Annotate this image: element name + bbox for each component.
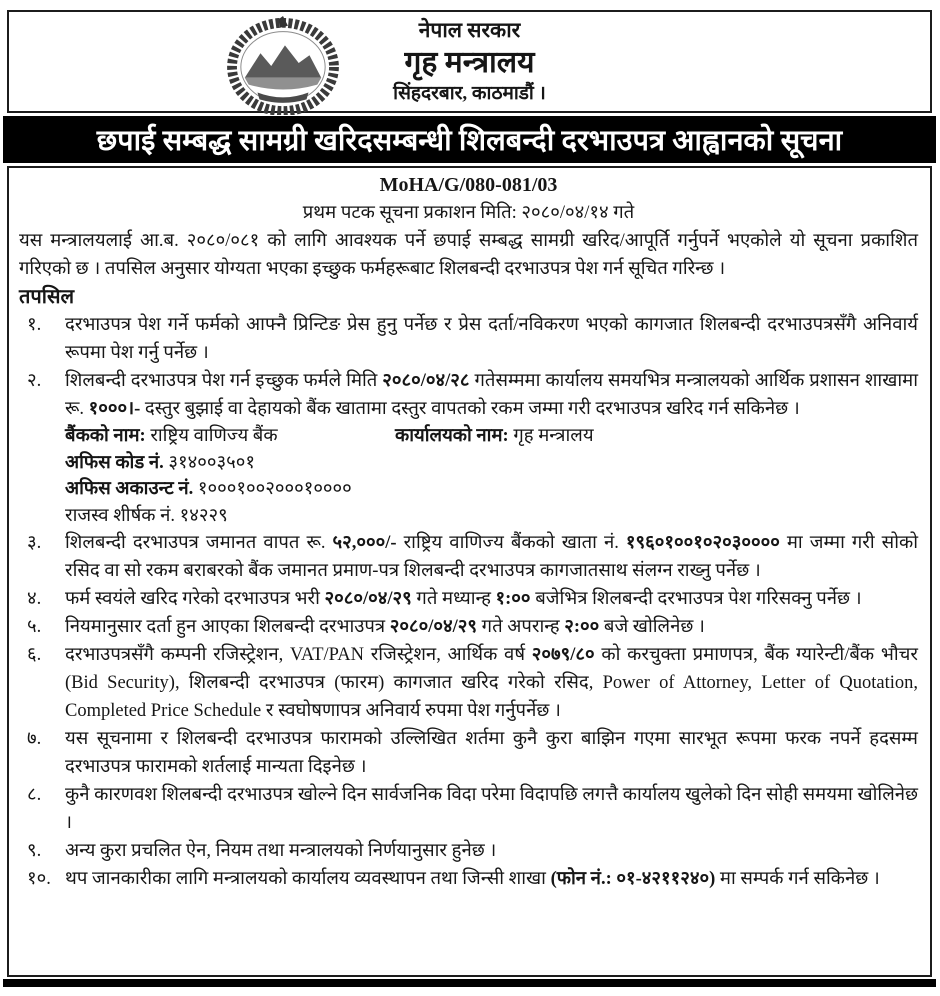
text-segment: १९६०१००१०२०३००००: [625, 533, 780, 553]
list-item-text: [65, 585, 918, 613]
notice-title-banner: [3, 116, 936, 163]
text-segment: थप जानकारीका लागि मन्त्रालयको कार्यालय व्यवस्थापन तथा जिन्सी शाखा: [65, 869, 551, 889]
bank-field: [65, 423, 395, 450]
government-name: नेपाल सरकार: [418, 18, 521, 42]
text-segment: १०००।-: [88, 399, 141, 419]
text-segment: २०७९/८०: [531, 645, 595, 665]
list-item-text: [65, 311, 918, 367]
list-item: [19, 613, 918, 641]
text-segment: दरभाउपत्रसँगै कम्पनी रजिस्ट्रेशन, VAT/PAN रजिस्ट्रेशन, आर्थिक वर्ष: [65, 645, 532, 665]
bank-row: [65, 503, 918, 530]
bank-label: कार्यालयको नाम:: [395, 426, 509, 446]
list-item-number: २.: [27, 371, 42, 391]
text-segment: दरभाउपत्र पेश गर्ने फर्मको आफ्नै प्रिन्टिङ प्रेस हुनु पर्नेछ र प्रेस दर्ता/नविकरण भएको कागजात शिलबन्दी दरभाउपत्रसँगै अनिवार्य रूपमा पेश गर्नु पर्नेछ ।: [65, 315, 918, 363]
bank-value: ३१४००३५०१: [163, 452, 255, 473]
text-segment: शिलबन्दी दरभाउपत्र पेश गर्न इच्छुक फर्मले मिति: [65, 371, 383, 391]
list-item-text: [65, 641, 918, 725]
bank-details: [65, 423, 918, 529]
list-item-text: [65, 725, 918, 781]
bank-row: [65, 423, 918, 450]
text-segment: २०८०/०४/२९: [324, 589, 412, 609]
ministry-name: गृह मन्त्रालय: [404, 46, 535, 80]
text-segment: कुनै कारणवश शिलबन्दी दरभाउपत्र खोल्ने दिन सार्वजनिक विदा परेमा विदापछि लगत्तै कार्यालय खुलेको दिन सोही समयमा खोलिनेछ ।: [65, 785, 918, 833]
list-item-number: ६.: [27, 645, 42, 665]
list-item-text: [65, 865, 918, 893]
list-item: [19, 641, 918, 725]
text-segment: फर्म स्वयंले खरिद गरेको दरभाउपत्र भरी: [65, 589, 325, 609]
bank-value: राष्ट्रिय वाणिज्य बैंक: [145, 426, 278, 446]
list-item-number: ३.: [27, 533, 42, 553]
bank-field: [395, 426, 594, 446]
nepal-emblem-graphic: [227, 15, 339, 115]
text-segment: २०८०/०४/२९: [389, 617, 478, 637]
bank-row: [65, 476, 918, 503]
text-segment: को करचुक्ता प्रमाणपत्र, बैंक ग्यारेन्टी/बैंक भौचर (Bid Security), शिलबन्दी दरभाउपत्र (फारम) कागजात खरिद गरेको रसिद, Power of Attorney, Letter of Quotation, Completed Price Schedule र स्वघोषणापत्र अनिवार्य रुपमा पेश गर्नुपर्नेछ ।: [65, 645, 918, 721]
list-item-text: [65, 529, 918, 585]
notice-title: छपाई सम्बद्ध सामग्री खरिदसम्बन्धी शिलबन्दी दरभाउपत्र आह्वानको सूचना: [96, 125, 843, 157]
publish-date-line: प्रथम पटक सूचना प्रकाशन मिति: २०८०/०४/१४ गते: [302, 203, 635, 223]
list-item-number: १.: [27, 315, 42, 335]
list-item-text: [65, 781, 918, 837]
list-item: [19, 585, 918, 613]
bank-value: गृह मन्त्रालय: [508, 426, 594, 446]
text-segment: गते अपरान्ह: [477, 617, 565, 637]
text-segment: यस सूचनामा र शिलबन्दी दरभाउपत्र फारामको उल्लिखित शर्तमा कुनै कुरा बाझिन गएमा सारभूत रूपमा फरक नपर्ने हदसम्म दरभाउपत्र फारामको शर्तलाई मान्यता दिइनेछ ।: [65, 729, 918, 777]
reference-number: MoHA/G/080-081/03: [379, 174, 558, 196]
letterhead-text: [9, 12, 930, 106]
ministry-address: सिंहदरबार, काठमाडौं ।: [393, 82, 546, 104]
bank-value: १०००१००२०००१००००: [193, 479, 352, 499]
bottom-rule: [3, 979, 936, 987]
bank-label: अफिस कोड नं.: [65, 452, 164, 473]
list-item: [19, 529, 918, 585]
text-segment: शिलबन्दी दरभाउपत्र जमानत वापत रू.: [65, 533, 333, 553]
list-item-number: १०.: [27, 869, 51, 889]
bank-label: अफिस अकाउन्ट नं.: [65, 479, 194, 499]
list-item-number: ७.: [27, 729, 42, 749]
list-item-number: ९.: [27, 841, 42, 861]
list-item: [19, 311, 918, 367]
list-item: [19, 837, 918, 865]
text-segment: १:००: [495, 589, 531, 609]
notice-list: [19, 311, 918, 893]
list-item: [19, 367, 918, 529]
text-segment: गतेसम्ममा कार्यालय समयभित्र मन्त्रालयको आर्थिक प्रशासन शाखामा रू.: [65, 371, 918, 419]
notice-body: [7, 166, 932, 977]
list-item-text: [65, 613, 918, 641]
text-segment: राष्ट्रिय वाणिज्य बैंकको खाता नं.: [396, 533, 626, 553]
schedule-heading: तपसिल: [19, 286, 75, 308]
bank-label: राजस्व शीर्षक नं.: [65, 505, 175, 526]
text-segment: २:००: [564, 617, 600, 637]
bank-value: १४२२९: [174, 505, 228, 526]
list-item-number: ५.: [27, 617, 42, 637]
text-segment: २०८०/०४/२८: [382, 371, 470, 391]
list-item: [19, 725, 918, 781]
list-item: [19, 865, 918, 893]
bank-label: बैंकको नाम:: [65, 426, 146, 446]
text-segment: (फोन नं.: ०१-४२११२४०): [550, 869, 716, 889]
text-segment: अन्य कुरा प्रचलित ऐन, नियम तथा मन्त्रालयको निर्णयानुसार हुनेछ ।: [65, 841, 497, 861]
nepal-government-emblem-icon: [227, 15, 339, 115]
list-item-text: [65, 367, 918, 529]
text-segment: मा जम्मा गरी सोको रसिद वा सो रकम बराबरको बैंक जमानत प्रमाण-पत्र शिलबन्दी दरभाउपत्र कागजातसाथ संलग्न राख्नु पर्नेछ ।: [65, 533, 918, 581]
text-segment: बजेभित्र शिलबन्दी दरभाउपत्र पेश गरिसक्नु पर्नेछ ।: [530, 589, 862, 609]
letterhead: [7, 10, 932, 113]
text-segment: दस्तुर बुझाई वा देहायको बैंक खातामा दस्तुर वापतको रकम जम्मा गरी दरभाउपत्र खरिद गर्न सकिनेछ ।: [140, 399, 800, 419]
text-segment: नियमानुसार दर्ता हुन आएका शिलबन्दी दरभाउपत्र: [65, 617, 390, 637]
list-item-text: [65, 837, 918, 865]
list-item-number: ४.: [27, 589, 42, 609]
text-segment: गते मध्यान्ह: [411, 589, 496, 609]
bank-row: [65, 450, 918, 477]
list-item: [19, 781, 918, 837]
list-item-number: ८.: [27, 785, 42, 805]
intro-paragraph: यस मन्त्रालयलाई आ.ब. २०८०/०८१ को लागि आवश्यक पर्ने छपाई सम्बद्ध सामग्री खरिद/आपूर्ति गर्नुपर्ने भएकोले यो सूचना प्रकाशित गरिएको छ । तपसिल अनुसार योग्यता भएका इच्छुक फर्महरूबाट शिलबन्दी दरभाउपत्र पेश गर्न सूचित गरिन्छ ।: [19, 231, 918, 279]
text-segment: ५२,०००/-: [332, 533, 397, 553]
text-segment: बजे खोलिनेछ ।: [599, 617, 705, 637]
text-segment: मा सम्पर्क गर्न सकिनेछ ।: [715, 869, 880, 889]
